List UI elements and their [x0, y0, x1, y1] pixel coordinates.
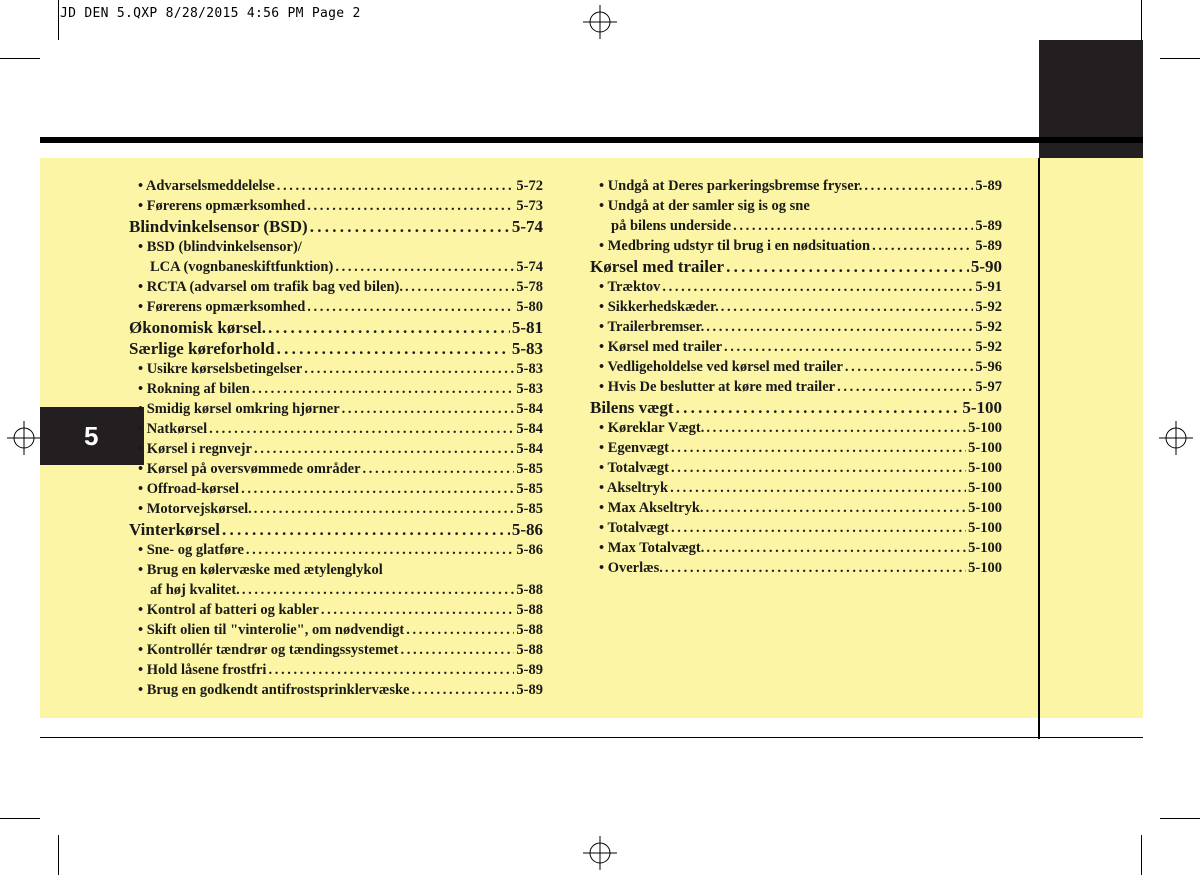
- toc-entry-page: 5-84: [516, 441, 543, 457]
- toc-subsection-entry[interactable]: [590, 498, 1002, 518]
- toc-entry-label: • Rokning af bilen: [138, 381, 250, 397]
- toc-entry-label: • Usikre kørselsbetingelser: [138, 361, 303, 377]
- dot-leader: [241, 479, 514, 499]
- toc-subsection-entry[interactable]: [129, 176, 543, 196]
- toc-entry-page: 5-78: [516, 279, 543, 295]
- toc-entry-label: • Sne- og glatføre: [138, 542, 244, 558]
- toc-entry-label: • Vedligeholdelse ved kørsel med trailer: [599, 359, 843, 375]
- toc-entry-page: 5-100: [968, 460, 1002, 476]
- dot-leader: [676, 397, 961, 418]
- dot-leader: [406, 620, 514, 640]
- crop-mark: [0, 58, 40, 59]
- dot-leader: [400, 640, 514, 660]
- dot-leader: [837, 377, 973, 397]
- toc-entry-page: 5-89: [975, 218, 1002, 234]
- toc-subsection-entry[interactable]: [129, 257, 543, 277]
- toc-section-entry[interactable]: [129, 519, 543, 540]
- toc-entry-label: Bilens vægt: [590, 398, 674, 417]
- toc-entry-label: • Smidig kørsel omkring hjørner: [138, 401, 340, 417]
- dot-leader: [268, 317, 510, 338]
- toc-entry-label: • Førerens opmærksomhed: [138, 299, 306, 315]
- toc-entry-label: • Totalvægt: [599, 520, 669, 536]
- toc-entry-page: 5-91: [975, 279, 1002, 295]
- toc-subsection-entry[interactable]: [590, 377, 1002, 397]
- toc-subsection-entry[interactable]: [129, 439, 543, 459]
- dot-leader: [665, 558, 966, 578]
- toc-entry-page: 5-80: [516, 299, 543, 315]
- toc-subsection-entry[interactable]: [590, 297, 1002, 317]
- dot-leader: [845, 357, 974, 377]
- toc-entry-label: • Køreklar Vægt.: [599, 420, 705, 436]
- toc-section-entry[interactable]: [590, 256, 1002, 277]
- toc-entry-label: • RCTA (advarsel om trafik bag ved bilen).: [138, 279, 404, 295]
- toc-entry-label: • Træktov: [599, 279, 661, 295]
- toc-entry-page: 5-89: [975, 178, 1002, 194]
- crop-mark: [1141, 0, 1142, 40]
- toc-entry-page: 5-88: [516, 602, 543, 618]
- toc-subsection-entry[interactable]: [129, 680, 543, 700]
- crop-mark: [58, 0, 59, 40]
- toc-entry-page: 5-84: [516, 421, 543, 437]
- dot-leader: [363, 459, 515, 479]
- toc-subsection-entry[interactable]: [129, 660, 543, 680]
- registration-mark-icon: [7, 421, 41, 455]
- toc-entry-label: af høj kvalitet.: [150, 582, 240, 598]
- toc-entry-page: 5-100: [962, 398, 1002, 417]
- toc-entry-label: • Natkørsel: [138, 421, 208, 437]
- toc-entry-label: • Kørsel med trailer: [599, 339, 723, 355]
- toc-entry-page: 5-73: [516, 198, 543, 214]
- toc-entry-continued: • Brug en kølervæske med ætylenglykol: [138, 562, 383, 578]
- toc-entry-label: • Hvis De beslutter at køre med trailer: [599, 379, 836, 395]
- toc-entry-page: 5-85: [516, 501, 543, 517]
- toc-subsection-entry[interactable]: [590, 478, 1002, 498]
- toc-entry-page: 5-100: [968, 540, 1002, 556]
- toc-entry-label: • Brug en godkendt antifrostsprinklervæske: [138, 682, 410, 698]
- toc-subsection-entry[interactable]: [590, 176, 1002, 196]
- dot-leader: [335, 257, 514, 277]
- toc-entry-page: 5-92: [975, 339, 1002, 355]
- toc-entry-page: 5-86: [511, 520, 543, 539]
- dot-leader: [726, 256, 969, 277]
- toc-entry-label: • Totalvægt: [599, 460, 669, 476]
- toc-entry-page: 5-97: [975, 379, 1002, 395]
- footer-rule: [40, 737, 1143, 738]
- toc-entry-continued: • BSD (blindvinkelsensor)/: [138, 239, 302, 255]
- dot-leader: [706, 538, 966, 558]
- toc-entry-page: 5-100: [968, 560, 1002, 576]
- toc-entry-page: 5-100: [968, 500, 1002, 516]
- toc-entry-page: 5-92: [975, 319, 1002, 335]
- dot-leader: [246, 540, 515, 560]
- crop-mark: [58, 835, 59, 875]
- toc-entry-page: 5-72: [516, 178, 543, 194]
- toc-entry-page: 5-100: [968, 480, 1002, 496]
- toc-section-entry[interactable]: [129, 216, 543, 237]
- toc-subsection-entry[interactable]: [590, 518, 1002, 538]
- toc-entry-label: LCA (vognbaneskiftfunktion): [150, 259, 334, 275]
- toc-subsection-entry[interactable]: [129, 640, 543, 660]
- dot-leader: [706, 418, 966, 438]
- toc-subsection-entry[interactable]: [129, 359, 543, 379]
- dot-leader: [721, 297, 974, 317]
- toc-entry-page: 5-74: [516, 259, 543, 275]
- toc-subsection-entry[interactable]: [129, 419, 543, 439]
- toc-entry-continued: • Undgå at der samler sig is og sne: [599, 198, 810, 214]
- dot-leader: [209, 419, 514, 439]
- toc-entry-label: • Kørsel i regnvejr: [138, 441, 252, 457]
- toc-subsection-entry[interactable]: [129, 277, 543, 297]
- dot-leader: [671, 518, 966, 538]
- toc-subsection-entry[interactable]: [129, 499, 543, 519]
- crop-mark: [1160, 58, 1200, 59]
- dot-leader: [342, 399, 515, 419]
- toc-subsection-entry[interactable]: [129, 620, 543, 640]
- dot-leader: [405, 277, 514, 297]
- toc-entry-label: • Max Totalvægt.: [599, 540, 705, 556]
- toc-subsection-entry[interactable]: [129, 600, 543, 620]
- toc-entry-page: 5-81: [511, 318, 543, 337]
- toc-subsection-entry[interactable]: [590, 277, 1002, 297]
- toc-entry-page: 5-89: [516, 662, 543, 678]
- toc-entry-page: 5-90: [970, 257, 1002, 276]
- dot-leader: [252, 379, 515, 399]
- toc-entry-page: 5-85: [516, 481, 543, 497]
- dot-leader: [706, 317, 973, 337]
- toc-subsection-entry[interactable]: [129, 297, 543, 317]
- dot-leader: [307, 196, 514, 216]
- toc-entry-label: • Kontrollér tændrør og tændingssystemet: [138, 642, 399, 658]
- toc-entry-page: 5-85: [516, 461, 543, 477]
- toc-subsection-entry[interactable]: [590, 438, 1002, 458]
- toc-subsection-entry[interactable]: [129, 379, 543, 399]
- toc-right-column: [590, 176, 1002, 578]
- toc-subsection-entry[interactable]: [129, 580, 543, 600]
- dot-leader: [307, 297, 514, 317]
- toc-entry-label: • Overlæs.: [599, 560, 663, 576]
- toc-entry-page: 5-86: [516, 542, 543, 558]
- registration-mark-icon: [1159, 421, 1193, 455]
- toc-entry-page: 5-96: [975, 359, 1002, 375]
- toc-entry-label: • Kørsel på oversvømmede områder: [138, 461, 361, 477]
- dot-leader: [254, 499, 515, 519]
- dot-leader: [321, 600, 515, 620]
- toc-entry-label: • Skift olien til "vinterolie", om nødvendigt: [138, 622, 405, 638]
- toc-entry-label: Særlige køreforhold: [129, 339, 275, 358]
- toc-subsection-entry[interactable]: [129, 459, 543, 479]
- dot-leader: [872, 236, 973, 256]
- toc-entry-page: 5-83: [516, 361, 543, 377]
- toc-section-entry[interactable]: [129, 338, 543, 359]
- toc-subsection-entry[interactable]: [590, 216, 1002, 236]
- dot-leader: [671, 458, 966, 478]
- dot-leader: [277, 338, 510, 359]
- header-rule: [40, 137, 1143, 143]
- toc-section-entry[interactable]: [129, 317, 543, 338]
- registration-mark-icon: [583, 836, 617, 870]
- toc-entry-page: 5-74: [511, 217, 543, 236]
- toc-entry-label: Blindvinkelsensor (BSD): [129, 217, 308, 236]
- toc-entry-label: • Trailerbremser.: [599, 319, 705, 335]
- toc-entry-label: • Sikkerhedskæder.: [599, 299, 719, 315]
- toc-entry-label: • Advarselsmeddelelse: [138, 178, 275, 194]
- toc-subsection-entry[interactable]: [590, 317, 1002, 337]
- dot-leader: [268, 660, 514, 680]
- toc-entry-page: 5-83: [511, 339, 543, 358]
- toc-entry-page: 5-100: [968, 420, 1002, 436]
- toc-entry-label: • Hold låsene frostfri: [138, 662, 267, 678]
- dot-leader: [277, 176, 515, 196]
- margin-rule: [1038, 158, 1040, 739]
- registration-mark-icon: [583, 5, 617, 39]
- toc-entry-page: 5-83: [516, 381, 543, 397]
- toc-subsection-entry[interactable]: [590, 538, 1002, 558]
- toc-entry-label: • Kontrol af batteri og kabler: [138, 602, 319, 618]
- toc-entry-page: 5-89: [516, 682, 543, 698]
- toc-entry-label: • Akseltryk: [599, 480, 669, 496]
- toc-subsection-entry[interactable]: [129, 399, 543, 419]
- toc-entry-page: 5-100: [968, 520, 1002, 536]
- toc-subsection-entry[interactable]: [129, 540, 543, 560]
- dot-leader: [724, 337, 973, 357]
- toc-entry-label: • Motorvejskørsel.: [138, 501, 252, 517]
- dot-leader: [706, 498, 967, 518]
- toc-subsection-entry[interactable]: [590, 558, 1002, 578]
- dot-leader: [254, 439, 514, 459]
- toc-subsection-entry[interactable]: [590, 357, 1002, 377]
- toc-entry-label: Vinterkørsel: [129, 520, 220, 539]
- dot-leader: [733, 216, 973, 236]
- crop-mark: [1160, 818, 1200, 819]
- toc-entry-label: • Medbring udstyr til brug i en nødsituation: [599, 238, 871, 254]
- toc-entry-label: • Egenvægt: [599, 440, 669, 456]
- crop-mark: [0, 818, 40, 819]
- toc-entry-label: • Offroad-kørsel: [138, 481, 240, 497]
- crop-mark: [1141, 835, 1142, 875]
- chapter-number: 5: [84, 421, 99, 451]
- print-header: JD DEN 5.QXP 8/28/2015 4:56 PM Page 2: [60, 6, 361, 21]
- dot-leader: [864, 176, 973, 196]
- toc-entry-page: 5-88: [516, 642, 543, 658]
- dot-leader: [670, 478, 966, 498]
- dot-leader: [304, 359, 514, 379]
- toc-subsection-entry[interactable]: [590, 418, 1002, 438]
- toc-entry-page: 5-100: [968, 440, 1002, 456]
- toc-subsection-entry[interactable]: [590, 458, 1002, 478]
- toc-entry-label: Kørsel med trailer: [590, 257, 725, 276]
- toc-entry-label: på bilens underside: [611, 218, 732, 234]
- toc-entry-label: • Førerens opmærksomhed: [138, 198, 306, 214]
- dot-leader: [671, 438, 966, 458]
- dot-leader: [310, 216, 510, 237]
- dot-leader: [662, 277, 973, 297]
- toc-entry-label: Økonomisk kørsel.: [129, 318, 266, 337]
- dot-leader: [411, 680, 514, 700]
- toc-entry-page: 5-88: [516, 582, 543, 598]
- dot-leader: [242, 580, 515, 600]
- toc-subsection-entry[interactable]: [129, 196, 543, 216]
- toc-section-entry[interactable]: [590, 397, 1002, 418]
- toc-entry-page: 5-92: [975, 299, 1002, 315]
- toc-left-column: [129, 176, 543, 700]
- toc-entry-page: 5-89: [975, 238, 1002, 254]
- toc-subsection-entry[interactable]: [590, 337, 1002, 357]
- toc-entry-label: • Undgå at Deres parkeringsbremse fryser.: [599, 178, 863, 194]
- toc-entry-label: • Max Akseltryk.: [599, 500, 704, 516]
- toc-subsection-entry[interactable]: [129, 479, 543, 499]
- toc-subsection-entry[interactable]: [590, 236, 1002, 256]
- dot-leader: [222, 519, 510, 540]
- toc-entry-page: 5-88: [516, 622, 543, 638]
- toc-entry-page: 5-84: [516, 401, 543, 417]
